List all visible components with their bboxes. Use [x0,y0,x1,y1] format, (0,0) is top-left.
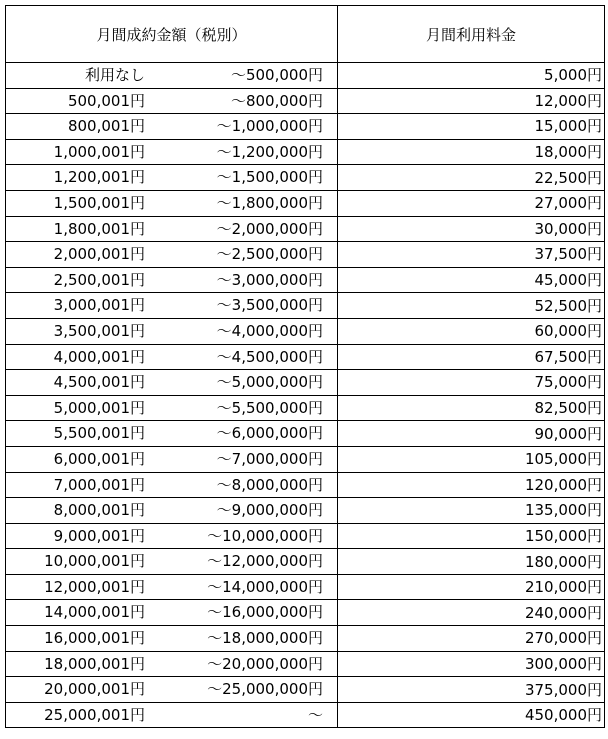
range-to: ～12,000,000円 [207,552,323,571]
range-from: 9,000,001円 [53,526,145,545]
range-to: ～10,000,000円 [207,526,323,545]
table-row [6,88,605,114]
amount-range-cell [6,242,338,268]
amount-range-cell [6,626,338,652]
monthly-fee-cell: 450,000円 [338,702,605,728]
table-row [6,472,605,498]
table-row [6,114,605,140]
amount-range-cell [6,498,338,524]
range-to: ～9,000,000円 [216,501,323,520]
amount-range-cell [6,702,338,728]
monthly-fee-cell: 375,000円 [338,677,605,703]
table-row [6,139,605,165]
table-row [6,293,605,319]
range-from: 8,000,001円 [53,501,145,520]
monthly-fee-cell: 52,500円 [338,293,605,319]
amount-range-cell [6,344,338,370]
monthly-fee-cell: 22,500円 [338,165,605,191]
amount-range-cell [6,139,338,165]
range-from: 12,000,001円 [44,577,145,596]
amount-range-cell [6,549,338,575]
monthly-fee-cell: 90,000円 [338,421,605,447]
monthly-fee-cell: 27,000円 [338,190,605,216]
monthly-fee-cell: 82,500円 [338,395,605,421]
range-from: 2,500,001円 [53,270,145,289]
monthly-fee-cell: 240,000円 [338,600,605,626]
table-row [6,63,605,89]
monthly-fee-cell: 180,000円 [338,549,605,575]
table-row [6,574,605,600]
monthly-fee-cell: 45,000円 [338,267,605,293]
amount-range-cell [6,600,338,626]
range-to: ～5,500,000円 [216,398,323,417]
table-row [6,600,605,626]
table-row [6,165,605,191]
amount-range-cell [6,267,338,293]
table-row [6,702,605,728]
amount-range-cell [6,293,338,319]
range-to: ～20,000,000円 [207,654,323,673]
range-from: 25,000,001円 [44,705,145,724]
range-from: 1,200,001円 [53,168,145,187]
table-row [6,498,605,524]
range-to: ～8,000,000円 [216,475,323,494]
range-to: ～3,500,000円 [216,296,323,315]
table-row [6,370,605,396]
table-row [6,395,605,421]
amount-range-cell [6,63,338,89]
range-from: 1,800,001円 [53,219,145,238]
monthly-fee-cell: 37,500円 [338,242,605,268]
range-to: ～1,000,000円 [216,117,323,136]
monthly-fee-cell: 5,000円 [338,63,605,89]
monthly-fee-cell: 120,000円 [338,472,605,498]
table-row [6,626,605,652]
range-from: 4,000,001円 [53,347,145,366]
table-row [6,523,605,549]
range-to: ～4,500,000円 [216,347,323,366]
monthly-fee-cell: 30,000円 [338,216,605,242]
amount-range-cell [6,318,338,344]
amount-range-cell [6,114,338,140]
range-to: ～1,800,000円 [216,193,323,212]
range-from: 5,000,001円 [53,398,145,417]
range-to: ～7,000,000円 [216,449,323,468]
monthly-fee-cell: 18,000円 [338,139,605,165]
monthly-fee-cell: 67,500円 [338,344,605,370]
range-from: 1,500,001円 [53,193,145,212]
monthly-fee-cell: 270,000円 [338,626,605,652]
range-to: ～16,000,000円 [207,603,323,622]
range-from: 10,000,001円 [44,552,145,571]
monthly-fee-cell: 150,000円 [338,523,605,549]
range-to: ～2,000,000円 [216,219,323,238]
range-to: ～500,000円 [230,66,323,84]
amount-range-cell [6,421,338,447]
range-from: 18,000,001円 [44,654,145,673]
range-from: 利用なし [84,66,145,84]
amount-range-cell [6,88,338,114]
table-row [6,216,605,242]
range-to: ～ [307,705,323,724]
amount-range-cell [6,395,338,421]
range-from: 800,001円 [67,117,145,136]
table-row [6,242,605,268]
range-from: 14,000,001円 [44,603,145,622]
monthly-fee-cell: 75,000円 [338,370,605,396]
range-from: 3,000,001円 [53,296,145,315]
monthly-fee-cell: 105,000円 [338,446,605,472]
monthly-fee-cell: 210,000円 [338,574,605,600]
table-row [6,421,605,447]
amount-range-cell [6,165,338,191]
amount-range-cell [6,216,338,242]
amount-range-cell [6,523,338,549]
range-from: 20,000,001円 [44,680,145,699]
monthly-fee-cell: 15,000円 [338,114,605,140]
range-to: ～4,000,000円 [216,321,323,340]
monthly-fee-cell: 135,000円 [338,498,605,524]
range-to: ～800,000円 [230,91,323,110]
table-row [6,677,605,703]
range-to: ～6,000,000円 [216,424,323,443]
monthly-fee-cell: 300,000円 [338,651,605,677]
range-to: ～1,500,000円 [216,168,323,187]
range-to: ～1,200,000円 [216,142,323,161]
header-contract-amount: 月間成約金額（税別） [6,6,338,63]
range-to: ～3,000,000円 [216,270,323,289]
range-to: ～5,000,000円 [216,373,323,392]
table-row [6,190,605,216]
range-from: 5,500,001円 [53,424,145,443]
table-row [6,344,605,370]
amount-range-cell [6,574,338,600]
table-row [6,651,605,677]
range-from: 4,500,001円 [53,373,145,392]
range-from: 6,000,001円 [53,449,145,468]
table-row [6,318,605,344]
table-row [6,267,605,293]
monthly-fee-cell: 12,000円 [338,88,605,114]
amount-range-cell [6,190,338,216]
range-from: 3,500,001円 [53,321,145,340]
table-row [6,549,605,575]
range-to: ～18,000,000円 [207,629,323,648]
header-row [6,6,605,63]
range-from: 7,000,001円 [53,475,145,494]
header-monthly-fee: 月間利用料金 [338,6,605,63]
monthly-fee-cell: 60,000円 [338,318,605,344]
table-row [6,446,605,472]
range-from: 2,000,001円 [53,245,145,264]
amount-range-cell [6,677,338,703]
amount-range-cell [6,446,338,472]
pricing-table [5,5,605,728]
pricing-rows [6,63,605,728]
amount-range-cell [6,651,338,677]
range-to: ～25,000,000円 [207,680,323,699]
amount-range-cell [6,370,338,396]
range-from: 1,000,001円 [53,142,145,161]
amount-range-cell [6,472,338,498]
range-from: 500,001円 [67,91,145,110]
range-to: ～2,500,000円 [216,245,323,264]
range-from: 16,000,001円 [44,629,145,648]
range-to: ～14,000,000円 [207,577,323,596]
